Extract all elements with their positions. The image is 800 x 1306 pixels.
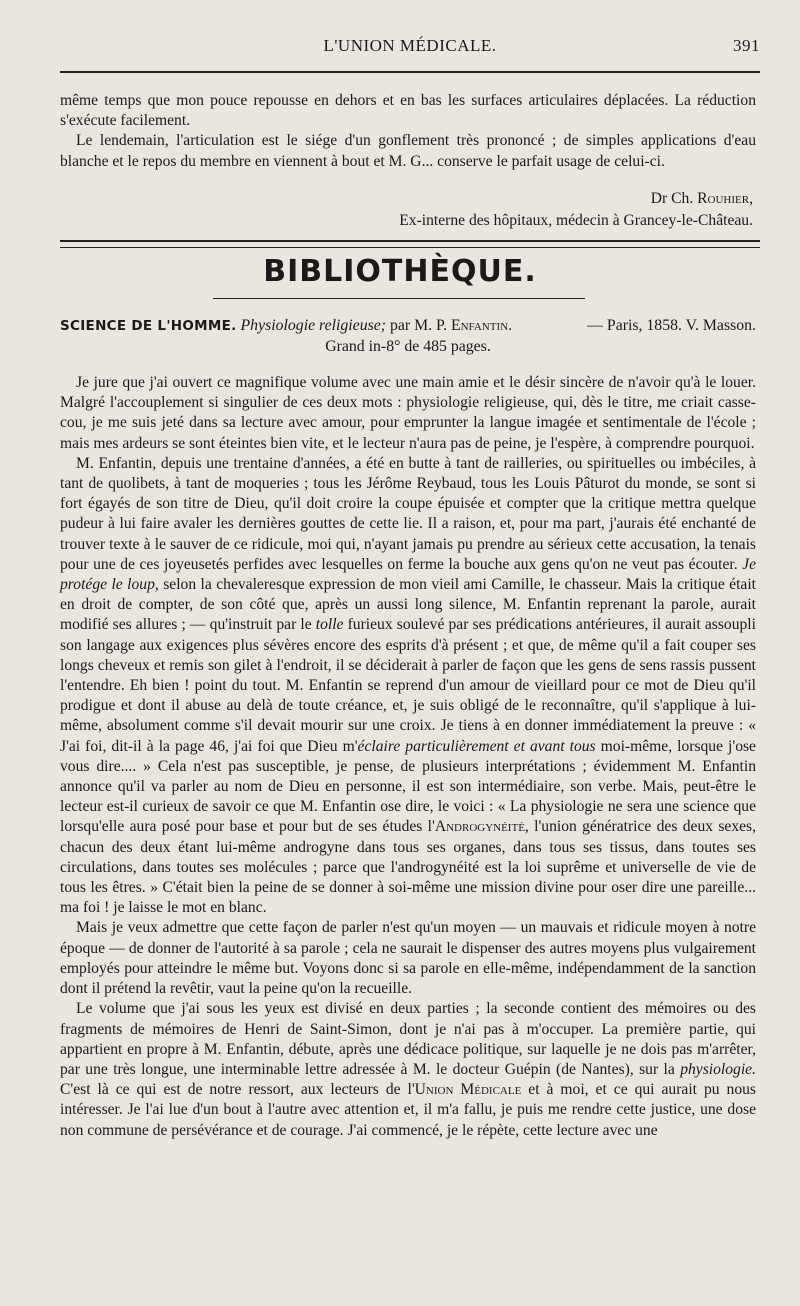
case-paragraph-2: Le lendemain, l'articulation est le siége d'un gonflement très prononcé ; de simples applications d'eau blanche et le repos du membre en viennent à bout et M. G... conserve le parfait usage de celui-ci. [60, 132, 756, 170]
publication-info: — Paris, 1858. V. Masson. [587, 317, 756, 334]
book-title: Physiologie religieuse; [240, 317, 387, 334]
header-rule [60, 71, 760, 73]
body-paragraph-2: M. Enfantin, depuis une trentaine d'années, a été en butte à tant de railleries, ou spirituelles ou imbéciles, à tant de quolibets, à tant de moqueries ; tous les Jérôme Reybaud, tous les Louis Pâturot du monde, se sont si fort égayés de son titre de Dieu, qu'il doit croire la coupe épuisée et compter que la critique mettra quelque pudeur à lui faire avaler les dernières gouttes de cette lie. Il a raison, et, pour ma part, j'aurais été enchanté de trouver texte à le sauver de ce ridicule, moi qui, n'ayant jamais pu prendre au sérieux cette accusation, la tenais pour une de ces joyeusetés perfides avec lesquelles on ferme la bouche aux gens qu'on ne veut pas écouter. Je protége le loup, selon la chevaleresque expression de mon vieil ami Camille, le chasseur. Mais la critique était en droit de compter, de son côté que, après un aussi long silence, M. Enfantin reprenant la parole, aurait modifié ses allures ; — qu'instruit par le tolle furieux soulevé par ses prédications antérieures, il aurait assoupli son langage aux exigences plus sévères encore des esprits d'à présent ; et que, de même qu'il a fait couper ses longs cheveux et remis son gilet à l'endroit, il se déciderait à parler de façon que les gens de sens rassis pussent l'entendre. Eh bien ! point du tout. M. Enfantin se reprend d'un amour de vieillard pour ce mot de Dieu qu'il prodigue et dont il abuse au delà de toute créance, et, je suis obligé de le reconnaître, qu'il s'applique à lui-même, absolument comme s'il devait mourir sur une croix. Je tiens à en donner immédiatement la preuve : « J'ai foi, dit-il à la page 46, j'ai foi que Dieu m'éclaire particulièrement et avant tous moi-même, lorsque j'ose vous dire.... » Cela n'est pas susceptible, je pense, de plusieurs interprétations ; évidemment M. Enfantin annonce qu'il va parler au nom de Dieu en personne, il est son intermédiaire, son verbe. Mais, peut-être le lecteur est-il curieux de savoir ce que M. Enfantin ose dire, le voici : « La physiologie ne sera une science que lorsqu'elle aura posé pour base et pour but de ses études l'Androgynéité, l'union génératrice des deux sexes, chacun des deux étant lui-même androgyne dans tous ses organes, dans tous ses tissus, dans toutes ses circulations, dans toutes ses molécules ; parce que l'androgynéité est la loi suprême et universelle de vie de tous les êtres. » C'était bien la peine de se donner à soi-même une mission divine pour oser dire une pareille... ma foi ! je laisse le mot en blanc. [60, 454, 757, 917]
body-paragraph-3: Mais je veux admettre que cette façon de parler n'est qu'un moyen — un mauvais et ridicule moyen à notre époque — de donner de l'autorité à sa parole ; cela ne saurait le dispenser des autres moyens plus vulgairement employés pour atteindre le même but. Voyons donc si sa parole en elle-même, indépendamment de la sanction dont il prétend la revêtir, vaut la peine qu'on la recueille. [60, 919, 756, 998]
book-author: Enfantin. [450, 317, 513, 334]
body-paragraph-4: Le volume que j'ai sous les yeux est divisé en deux parties ; la seconde contient des mémoires ou des fragments de mémoires de Henri de Saint-Simon, dont je n'ai pas à m'occuper. La première partie, qui appartient en propre à M. Enfantin, débute, après une dédicace politique, sur laquelle je ne dois pas m'arrêter, par une très longue, une interminable lettre adressée à M. le docteur Guépin (de Nantes), sur la physiologie. C'est là ce qui est de notre ressort, aux lecteurs de l'Union Médicale et à moi, et ce qui aurait pu nous intéresser. Je l'ai lue d'un bout à l'autre avec attention et, il m'a fallu, je puis me rendre cette justice, une dose non commune de persévérance et de courage. J'ai commencé, je le répète, cette lecture avec une [60, 1000, 756, 1139]
page-number: 391 [733, 36, 760, 55]
signature-affiliation: Ex-interne des hôpitaux, médecin à Grancey-le-Château. [399, 212, 753, 229]
section-title-rule [213, 298, 585, 299]
running-head [60, 36, 760, 60]
book-format: Grand in-8° de 485 pages. [325, 338, 491, 355]
review-heading: SCIENCE DE L'HOMME. [60, 318, 237, 334]
author-prefix: par M. P. [389, 317, 451, 334]
review-entry [60, 316, 756, 357]
body-paragraph-1: Je jure que j'ai ouvert ce magnifique volume avec une main amie et le désir sincère de n'avoir qu'à le louer. Malgré l'accouplement si singulier de ces deux mots : physiologie religieuse, qui, dès le titre, me criait casse-cou, je me suis jeté dans sa lecture avec amour, pour emprunter la langue imagée et sentimentale de l'école ; mais mes ardeurs se sont éteintes bien vite, et le lecteur n'aura pas de peine, je l'espère, à comprendre pourquoi. [60, 374, 756, 452]
review-body [60, 373, 756, 1141]
case-paragraph-1: même temps que mon pouce repousse en dehors et en bas les surfaces articulaires déplacées. La réduction s'exécute facilement. [60, 92, 756, 130]
case-report-ending [60, 91, 756, 172]
signature-name [60, 188, 753, 210]
section-divider [60, 240, 760, 248]
section-title: BIBLIOTHÈQUE. [263, 254, 537, 289]
signature-author: Rouhier, [697, 190, 753, 207]
running-title: L'UNION MÉDICALE. [323, 36, 497, 55]
signature-title: Dr Ch. [650, 190, 698, 207]
